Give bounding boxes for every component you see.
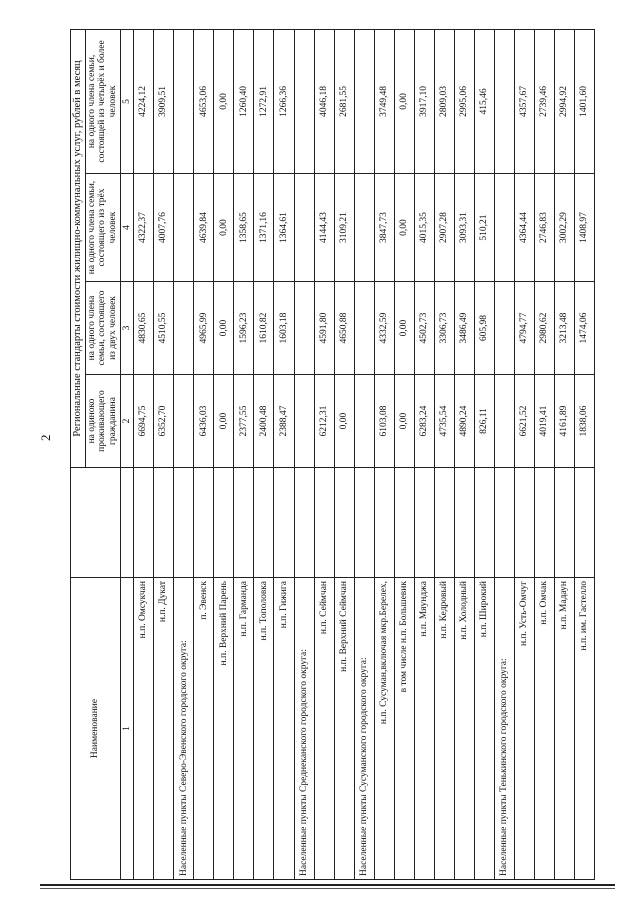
settlement-name: н.п. Омсукчан xyxy=(134,578,154,880)
value-cell: 1272,91 xyxy=(254,29,274,173)
spacer-cell xyxy=(514,468,534,578)
value-cell: 3306,73 xyxy=(434,282,454,375)
spacer-cell xyxy=(314,468,334,578)
table-row xyxy=(154,29,174,879)
value-cell: 2994,92 xyxy=(554,29,574,173)
spacer-header xyxy=(71,468,121,578)
index-cell: 1 xyxy=(120,578,134,880)
spacer-cell xyxy=(474,468,494,578)
value-cell: 0,00 xyxy=(214,375,234,468)
spacer-cell xyxy=(414,468,434,578)
value-cell: 1260,40 xyxy=(234,29,254,173)
table-row xyxy=(514,29,534,879)
value-cell: 1596,23 xyxy=(234,282,254,375)
settlement-name: н.п. Омчак xyxy=(534,578,554,880)
value-cell: 2995,06 xyxy=(454,29,474,173)
value-cell: 4965,99 xyxy=(194,282,214,375)
table-row xyxy=(414,29,434,879)
settlement-name: н.п. Усть-Омчуг xyxy=(514,578,534,880)
value-cell: 0,00 xyxy=(394,375,414,468)
value-cell: 2377,55 xyxy=(234,375,254,468)
settlement-name: н.п. Сусуман,включая мкр.Берелех, xyxy=(374,578,394,880)
rotated-table-container xyxy=(70,30,595,880)
spacer-cell xyxy=(554,468,574,578)
value-cell: 3486,49 xyxy=(454,282,474,375)
value-cell: 6352,70 xyxy=(154,375,174,468)
value-cell: 0,00 xyxy=(214,282,234,375)
spacer-cell xyxy=(374,468,394,578)
value-cell: 4794,77 xyxy=(514,282,534,375)
value-cell: 2681,55 xyxy=(334,29,354,173)
value-cell: 4639,84 xyxy=(194,174,214,282)
value-cell: 3917,10 xyxy=(414,29,434,173)
value-cell: 4007,76 xyxy=(154,174,174,282)
settlement-name: н.п. Гарманда xyxy=(234,578,254,880)
spacer-cell xyxy=(294,468,314,578)
value-cell: 6621,52 xyxy=(514,375,534,468)
settlement-name: н.п. Верхний Сеймчан xyxy=(334,578,354,880)
section-title: Населенные пункты Сусуманского городского округа: xyxy=(354,578,374,880)
housing-standards-table xyxy=(70,29,595,880)
empty-cell xyxy=(354,29,374,173)
section-row xyxy=(354,29,374,879)
empty-cell xyxy=(174,282,194,375)
value-cell: 1364,61 xyxy=(274,174,294,282)
sub-header-single: на одиноко проживающего гражданина xyxy=(85,375,120,468)
value-cell: 1266,36 xyxy=(274,29,294,173)
empty-cell xyxy=(354,375,374,468)
value-cell: 3093,31 xyxy=(454,174,474,282)
value-cell: 6436,03 xyxy=(194,375,214,468)
value-cell: 2907,28 xyxy=(434,174,454,282)
index-cell: 5 xyxy=(120,29,134,173)
section-row xyxy=(494,29,514,879)
section-row xyxy=(294,29,314,879)
value-cell: 1610,82 xyxy=(254,282,274,375)
value-cell: 6283,24 xyxy=(414,375,434,468)
value-cell: 4161,89 xyxy=(554,375,574,468)
empty-cell xyxy=(294,282,314,375)
table-row xyxy=(314,29,334,879)
empty-cell xyxy=(494,282,514,375)
bottom-rule-thin xyxy=(40,888,615,889)
spacer-cell xyxy=(254,468,274,578)
settlement-name: н.п. Дукат xyxy=(154,578,174,880)
value-cell: 2746,83 xyxy=(534,174,554,282)
value-cell: 3909,51 xyxy=(154,29,174,173)
table-row xyxy=(254,29,274,879)
table-row xyxy=(554,29,574,879)
value-cell: 4650,88 xyxy=(334,282,354,375)
page-number: 2 xyxy=(38,434,53,441)
sub-header-three: на одного члена семьи, состоящего из трёх человек xyxy=(85,174,120,282)
settlement-name: н.п. им. Гастелло xyxy=(574,578,594,880)
value-cell: 6694,75 xyxy=(134,375,154,468)
value-cell: 4046,18 xyxy=(314,29,334,173)
value-cell: 2980,62 xyxy=(534,282,554,375)
value-cell: 4890,24 xyxy=(454,375,474,468)
value-cell: 4357,67 xyxy=(514,29,534,173)
value-cell: 4144,43 xyxy=(314,174,334,282)
spacer-cell xyxy=(394,468,414,578)
value-cell: 4502,73 xyxy=(414,282,434,375)
value-cell: 1603,18 xyxy=(274,282,294,375)
value-cell: 510,21 xyxy=(474,174,494,282)
table-row xyxy=(534,29,554,879)
spacer-cell xyxy=(454,468,474,578)
value-cell: 4019,41 xyxy=(534,375,554,468)
settlement-name: н.п. Тополовка xyxy=(254,578,274,880)
col-header-name: Наименование xyxy=(71,578,121,880)
table-body xyxy=(134,29,595,879)
spacer-cell xyxy=(434,468,454,578)
settlement-name: н.п. Верхний Парень xyxy=(214,578,234,880)
value-cell: 1474,06 xyxy=(574,282,594,375)
spacer-cell xyxy=(134,468,154,578)
settlement-name: в том числе н.п. Большевик xyxy=(394,578,414,880)
spacer-cell xyxy=(194,468,214,578)
value-cell: 4653,06 xyxy=(194,29,214,173)
settlement-name: н.п. Кедровый xyxy=(434,578,454,880)
index-cell: 3 xyxy=(120,282,134,375)
table-row xyxy=(474,29,494,879)
value-cell: 826,11 xyxy=(474,375,494,468)
index-row xyxy=(120,29,134,879)
value-cell: 0,00 xyxy=(334,375,354,468)
value-cell: 2739,46 xyxy=(534,29,554,173)
spacer-cell xyxy=(534,468,554,578)
settlement-name: н.п. Сеймчан xyxy=(314,578,334,880)
settlement-name: н.п. Мяунджа xyxy=(414,578,434,880)
value-cell: 2809,03 xyxy=(434,29,454,173)
value-cell: 0,00 xyxy=(394,174,414,282)
value-cell: 4332,59 xyxy=(374,282,394,375)
spacer-cell xyxy=(574,468,594,578)
settlement-name: н.п. Широкий xyxy=(474,578,494,880)
section-title: Населенные пункты Тенькинского городского округа: xyxy=(494,578,514,880)
value-cell: 1838,06 xyxy=(574,375,594,468)
table-row xyxy=(434,29,454,879)
empty-cell xyxy=(174,29,194,173)
index-cell: 2 xyxy=(120,375,134,468)
value-cell: 4510,55 xyxy=(154,282,174,375)
spacer-cell xyxy=(214,468,234,578)
section-row xyxy=(174,29,194,879)
table-row xyxy=(454,29,474,879)
empty-cell xyxy=(294,174,314,282)
value-cell: 2388,47 xyxy=(274,375,294,468)
settlement-name: п. Эвенск xyxy=(194,578,214,880)
table-row xyxy=(374,29,394,879)
index-cell: 4 xyxy=(120,174,134,282)
spacer-cell xyxy=(234,468,254,578)
value-cell: 0,00 xyxy=(214,174,234,282)
empty-cell xyxy=(494,375,514,468)
section-title: Населенные пункты Среднеканского городского округа: xyxy=(294,578,314,880)
value-cell: 4735,54 xyxy=(434,375,454,468)
table-row xyxy=(194,29,214,879)
empty-cell xyxy=(354,282,374,375)
empty-cell xyxy=(494,174,514,282)
spacer-cell xyxy=(120,468,134,578)
table-row xyxy=(214,29,234,879)
sub-header-four-plus: на одного члена семьи, состоящей из четырёх и более человек xyxy=(85,29,120,173)
value-cell: 4015,35 xyxy=(414,174,434,282)
value-cell: 0,00 xyxy=(394,29,414,173)
value-cell: 4591,80 xyxy=(314,282,334,375)
value-cell: 3749,48 xyxy=(374,29,394,173)
value-cell: 1408,97 xyxy=(574,174,594,282)
empty-cell xyxy=(174,375,194,468)
settlement-name: н.п. Мадаун xyxy=(554,578,574,880)
value-cell: 4322,37 xyxy=(134,174,154,282)
section-title: Населенные пункты Северо-Эвенского городского округа: xyxy=(174,578,194,880)
table-row xyxy=(134,29,154,879)
spacer-cell xyxy=(174,468,194,578)
group-header: Региональные стандарты стоимости жилищно-коммунальных услуг, рублей в месяц xyxy=(71,29,86,467)
value-cell: 1358,65 xyxy=(234,174,254,282)
table-row xyxy=(274,29,294,879)
empty-cell xyxy=(294,29,314,173)
header-row-group xyxy=(71,29,86,879)
value-cell: 4224,12 xyxy=(134,29,154,173)
table-row xyxy=(394,29,414,879)
spacer-cell xyxy=(354,468,374,578)
sub-header-two: на одного члена семьи, состоящего из двух человек xyxy=(85,282,120,375)
value-cell: 3109,21 xyxy=(334,174,354,282)
settlement-name: н.п. Холодный xyxy=(454,578,474,880)
spacer-cell xyxy=(274,468,294,578)
value-cell: 6212,31 xyxy=(314,375,334,468)
value-cell: 0,00 xyxy=(214,29,234,173)
table-row xyxy=(574,29,594,879)
spacer-cell xyxy=(334,468,354,578)
table-row xyxy=(234,29,254,879)
spacer-cell xyxy=(154,468,174,578)
table-row xyxy=(334,29,354,879)
empty-cell xyxy=(494,29,514,173)
empty-cell xyxy=(294,375,314,468)
value-cell: 4364,44 xyxy=(514,174,534,282)
value-cell: 1401,60 xyxy=(574,29,594,173)
value-cell: 3847,73 xyxy=(374,174,394,282)
value-cell: 2400,48 xyxy=(254,375,274,468)
bottom-rule xyxy=(40,884,615,886)
value-cell: 3213,48 xyxy=(554,282,574,375)
empty-cell xyxy=(354,174,374,282)
value-cell: 0,00 xyxy=(394,282,414,375)
value-cell: 415,46 xyxy=(474,29,494,173)
value-cell: 3002,29 xyxy=(554,174,574,282)
empty-cell xyxy=(174,174,194,282)
value-cell: 4830,65 xyxy=(134,282,154,375)
value-cell: 6103,08 xyxy=(374,375,394,468)
value-cell: 605,98 xyxy=(474,282,494,375)
value-cell: 1371,16 xyxy=(254,174,274,282)
settlement-name: н.п. Гижига xyxy=(274,578,294,880)
spacer-cell xyxy=(494,468,514,578)
